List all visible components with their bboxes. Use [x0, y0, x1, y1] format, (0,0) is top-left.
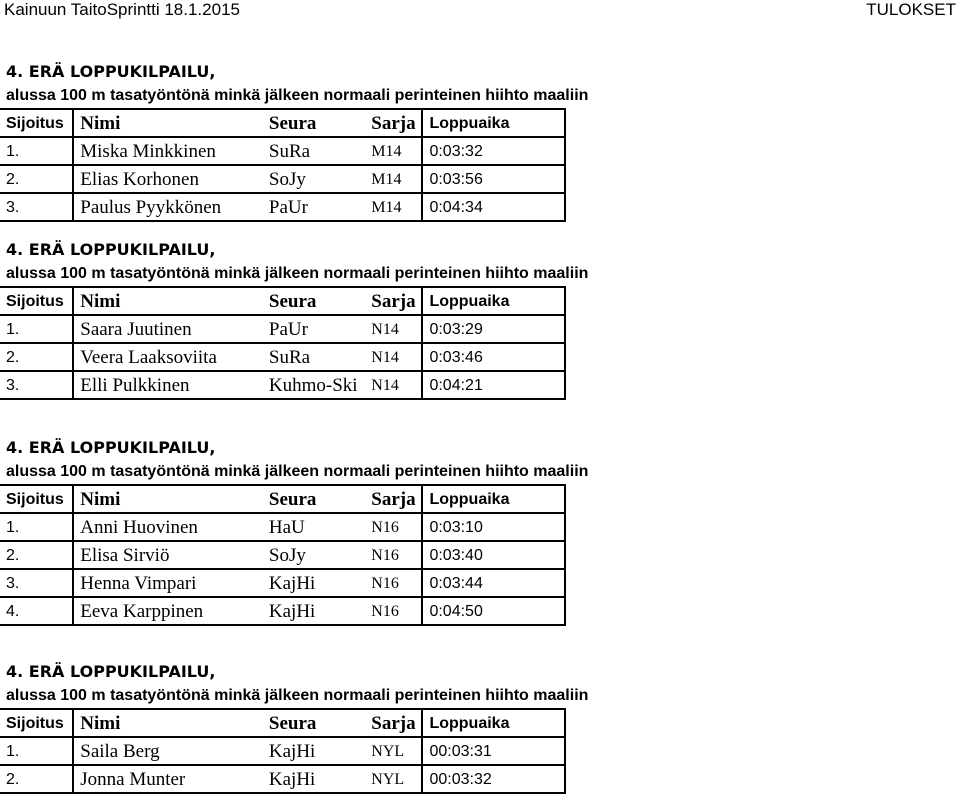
cell-name: Anni Huovinen — [73, 513, 263, 541]
cell-club: SuRa — [263, 343, 365, 371]
cell-position: 3. — [0, 569, 73, 597]
cell-club: KajHi — [263, 597, 365, 625]
cell-position: 1. — [0, 315, 73, 343]
col-header-class: Sarja — [365, 109, 422, 137]
cell-name: Eeva Karppinen — [73, 597, 263, 625]
event-title: Kainuun TaitoSprintti 18.1.2015 — [4, 0, 240, 19]
cell-class: N16 — [365, 513, 422, 541]
cell-name: Miska Minkkinen — [73, 137, 263, 165]
col-header-class: Sarja — [365, 287, 422, 315]
cell-club: KajHi — [263, 765, 365, 793]
cell-position: 1. — [0, 737, 73, 765]
table-row — [0, 765, 565, 793]
cell-position: 2. — [0, 765, 73, 793]
cell-club: SoJy — [263, 165, 365, 193]
cell-name: Elli Pulkkinen — [73, 371, 263, 399]
table-row — [0, 569, 565, 597]
col-header-name: Nimi — [73, 709, 263, 737]
section-subtitle: alussa 100 m tasatyöntönä minkä jälkeen normaali perinteinen hiihto maaliin — [6, 463, 589, 480]
section-subtitle: alussa 100 m tasatyöntönä minkä jälkeen normaali perinteinen hiihto maaliin — [6, 687, 589, 704]
cell-name: Veera Laaksoviita — [73, 343, 263, 371]
cell-time: 0:03:40 — [422, 541, 565, 569]
cell-club: PaUr — [263, 193, 365, 221]
cell-time: 0:03:10 — [422, 513, 565, 541]
cell-time: 0:03:32 — [422, 137, 565, 165]
section-title: 4. ERÄ LOPPUKILPAILU, — [6, 438, 216, 457]
results-table — [0, 286, 566, 400]
cell-time: 00:03:32 — [422, 765, 565, 793]
cell-time: 0:03:56 — [422, 165, 565, 193]
results-label: TULOKSET — [866, 0, 956, 19]
cell-club: Kuhmo-Ski — [263, 371, 365, 399]
cell-class: M14 — [365, 137, 422, 165]
cell-club: SoJy — [263, 541, 365, 569]
table-row — [0, 315, 565, 343]
table-row — [0, 193, 565, 221]
cell-club: PaUr — [263, 315, 365, 343]
col-header-position: Sijoitus — [0, 709, 73, 737]
results-table — [0, 484, 566, 626]
results-table — [0, 108, 566, 222]
cell-time: 00:03:31 — [422, 737, 565, 765]
col-header-time: Loppuaika — [422, 709, 565, 737]
table-row — [0, 737, 565, 765]
col-header-name: Nimi — [73, 485, 263, 513]
cell-class: NYL — [365, 765, 422, 793]
table-header-row — [0, 287, 565, 315]
col-header-name: Nimi — [73, 287, 263, 315]
cell-class: N14 — [365, 343, 422, 371]
cell-position: 1. — [0, 137, 73, 165]
section-title: 4. ERÄ LOPPUKILPAILU, — [6, 662, 216, 681]
table-header-row — [0, 485, 565, 513]
table-row — [0, 597, 565, 625]
cell-name: Henna Vimpari — [73, 569, 263, 597]
col-header-club: Seura — [263, 109, 365, 137]
results-table — [0, 708, 566, 794]
table-header-row — [0, 109, 565, 137]
col-header-position: Sijoitus — [0, 109, 73, 137]
cell-name: Elias Korhonen — [73, 165, 263, 193]
table-row — [0, 165, 565, 193]
cell-position: 4. — [0, 597, 73, 625]
cell-time: 0:03:46 — [422, 343, 565, 371]
cell-class: N16 — [365, 569, 422, 597]
cell-name: Saila Berg — [73, 737, 263, 765]
cell-position: 1. — [0, 513, 73, 541]
section-subtitle: alussa 100 m tasatyöntönä minkä jälkeen normaali perinteinen hiihto maaliin — [6, 87, 589, 104]
cell-class: M14 — [365, 193, 422, 221]
cell-time: 0:04:50 — [422, 597, 565, 625]
cell-class: N14 — [365, 371, 422, 399]
cell-class: NYL — [365, 737, 422, 765]
table-row — [0, 137, 565, 165]
col-header-time: Loppuaika — [422, 485, 565, 513]
cell-class: N16 — [365, 597, 422, 625]
table-row — [0, 343, 565, 371]
cell-position: 3. — [0, 193, 73, 221]
cell-name: Paulus Pyykkönen — [73, 193, 263, 221]
cell-time: 0:04:21 — [422, 371, 565, 399]
col-header-time: Loppuaika — [422, 287, 565, 315]
table-row — [0, 513, 565, 541]
col-header-time: Loppuaika — [422, 109, 565, 137]
cell-club: SuRa — [263, 137, 365, 165]
section-subtitle: alussa 100 m tasatyöntönä minkä jälkeen normaali perinteinen hiihto maaliin — [6, 265, 589, 282]
cell-name: Saara Juutinen — [73, 315, 263, 343]
cell-time: 0:04:34 — [422, 193, 565, 221]
table-row — [0, 541, 565, 569]
col-header-position: Sijoitus — [0, 287, 73, 315]
cell-position: 2. — [0, 343, 73, 371]
section-title: 4. ERÄ LOPPUKILPAILU, — [6, 240, 216, 259]
col-header-position: Sijoitus — [0, 485, 73, 513]
cell-time: 0:03:29 — [422, 315, 565, 343]
cell-class: M14 — [365, 165, 422, 193]
cell-name: Jonna Munter — [73, 765, 263, 793]
table-header-row — [0, 709, 565, 737]
col-header-club: Seura — [263, 287, 365, 315]
table-row — [0, 371, 565, 399]
cell-class: N16 — [365, 541, 422, 569]
cell-time: 0:03:44 — [422, 569, 565, 597]
col-header-class: Sarja — [365, 709, 422, 737]
cell-position: 3. — [0, 371, 73, 399]
page-header — [0, 0, 960, 26]
col-header-class: Sarja — [365, 485, 422, 513]
cell-club: KajHi — [263, 737, 365, 765]
cell-club: HaU — [263, 513, 365, 541]
cell-position: 2. — [0, 541, 73, 569]
cell-class: N14 — [365, 315, 422, 343]
section-title: 4. ERÄ LOPPUKILPAILU, — [6, 62, 216, 81]
cell-club: KajHi — [263, 569, 365, 597]
col-header-name: Nimi — [73, 109, 263, 137]
cell-name: Elisa Sirviö — [73, 541, 263, 569]
col-header-club: Seura — [263, 709, 365, 737]
col-header-club: Seura — [263, 485, 365, 513]
cell-position: 2. — [0, 165, 73, 193]
